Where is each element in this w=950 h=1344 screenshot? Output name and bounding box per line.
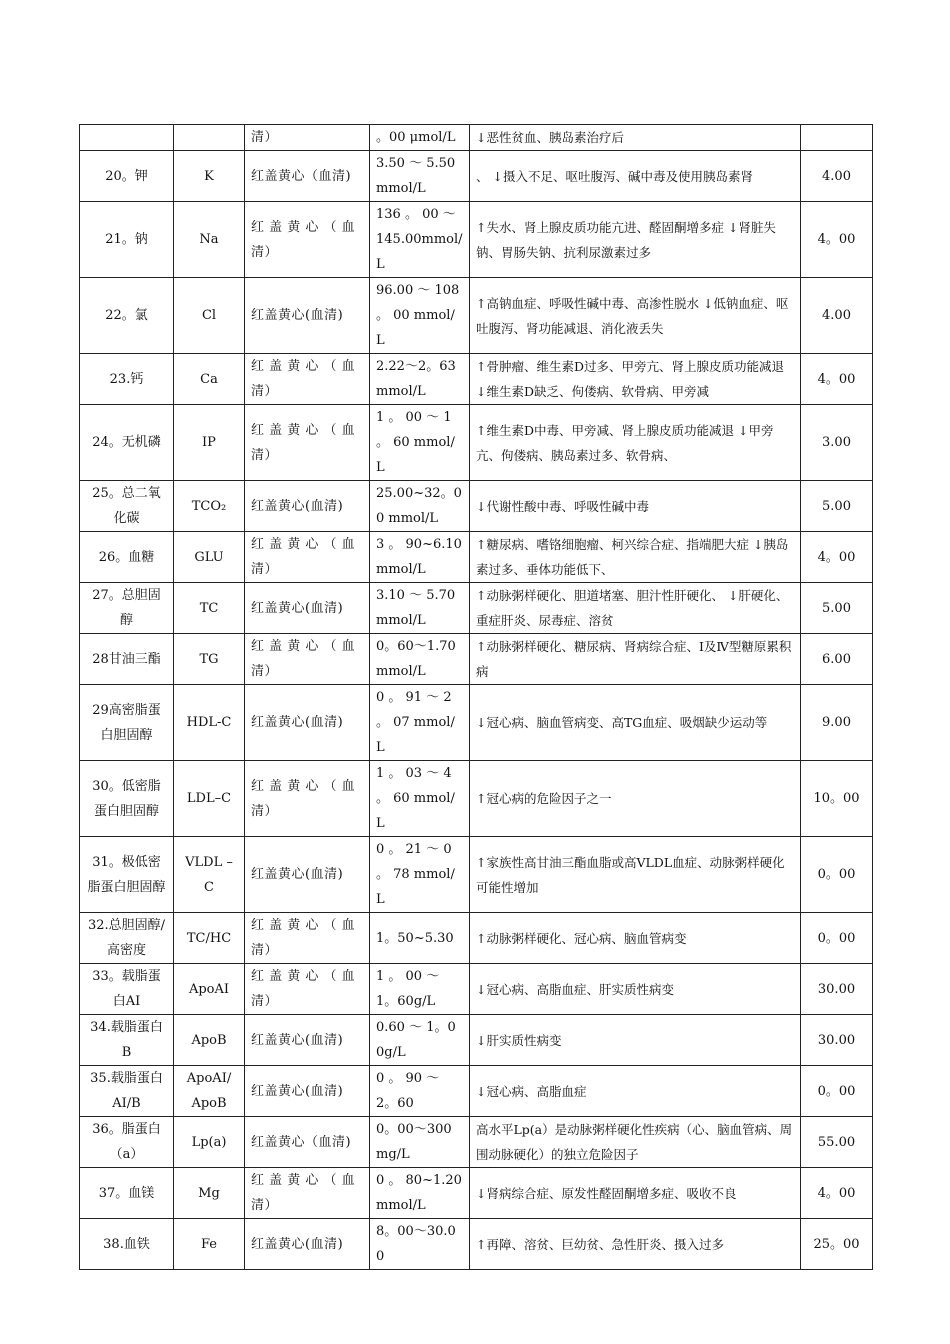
lab-test-table [79, 124, 873, 1270]
cell-reference-range: 0 。 80~1.20 mmol/L [370, 1168, 470, 1219]
table-row [80, 837, 873, 913]
cell-reference-range: 25.00~32。00 mmol/L [370, 481, 470, 532]
cell-abbreviation: ApoAI [174, 964, 245, 1015]
cell-price: 4。00 [801, 1168, 873, 1219]
cell-specimen: 红 盖 黄 心 （ 血 清） [245, 202, 370, 278]
cell-clinical-significance: ↓冠心病、高脂血症、肝实质性病变 [470, 964, 801, 1015]
cell-reference-range: 8。00～30.00 [370, 1219, 470, 1270]
cell-price: 25。00 [801, 1219, 873, 1270]
cell-reference-range: 0。60～1.70 mmol/L [370, 634, 470, 685]
cell-test-name: 29高密脂蛋白胆固醇 [80, 685, 174, 761]
cell-abbreviation: IP [174, 405, 245, 481]
cell-test-name: 20。钾 [80, 151, 174, 202]
cell-specimen: 红 盖 黄 心 （ 血 清） [245, 354, 370, 405]
cell-test-name: 38.血铁 [80, 1219, 174, 1270]
table-row [80, 481, 873, 532]
cell-specimen: 清） [245, 125, 370, 151]
cell-clinical-significance: ↑再障、溶贫、巨幼贫、急性肝炎、摄入过多 [470, 1219, 801, 1270]
cell-specimen: 红盖黄心(血清) [245, 685, 370, 761]
cell-clinical-significance: ↑冠心病的危险因子之一 [470, 761, 801, 837]
cell-abbreviation: ApoAI/ ApoB [174, 1066, 245, 1117]
cell-abbreviation [174, 125, 245, 151]
cell-price: 10。00 [801, 761, 873, 837]
cell-abbreviation: Na [174, 202, 245, 278]
cell-price: 55.00 [801, 1117, 873, 1168]
cell-test-name: 35.载脂蛋白AI/B [80, 1066, 174, 1117]
table-row [80, 125, 873, 151]
cell-reference-range: 3.50 ～ 5.50 mmol/L [370, 151, 470, 202]
table-row [80, 1117, 873, 1168]
cell-abbreviation: VLDL – C [174, 837, 245, 913]
cell-price: 5.00 [801, 481, 873, 532]
cell-test-name: 23.钙 [80, 354, 174, 405]
cell-specimen: 红盖黄心(血清) [245, 1066, 370, 1117]
cell-clinical-significance: ↑动脉粥样硬化、糖尿病、肾病综合症、Ⅰ及Ⅳ型糖原累积病 [470, 634, 801, 685]
table-row [80, 532, 873, 583]
cell-specimen: 红盖黄心（血清) [245, 151, 370, 202]
cell-specimen: 红盖黄心(血清) [245, 278, 370, 354]
cell-test-name: 31。极低密脂蛋白胆固醇 [80, 837, 174, 913]
cell-abbreviation: Ca [174, 354, 245, 405]
cell-price: 4。00 [801, 532, 873, 583]
cell-reference-range: 。00 μmol/L [370, 125, 470, 151]
cell-specimen: 红盖黄心(血清) [245, 583, 370, 634]
cell-test-name: 30。低密脂蛋白胆固醇 [80, 761, 174, 837]
cell-abbreviation: Lp(a) [174, 1117, 245, 1168]
table-row [80, 202, 873, 278]
cell-clinical-significance: ↓肾病综合症、原发性醛固酮增多症、吸收不良 [470, 1168, 801, 1219]
table-row [80, 1219, 873, 1270]
table-row [80, 964, 873, 1015]
cell-price: 0。00 [801, 837, 873, 913]
cell-clinical-significance: ↑高钠血症、呼吸性碱中毒、高渗性脱水 ↓低钠血症、呕吐腹泻、肾功能减退、消化液丢失 [470, 278, 801, 354]
cell-test-name: 34.载脂蛋白B [80, 1015, 174, 1066]
cell-specimen: 红 盖 黄 心 （ 血 清） [245, 761, 370, 837]
cell-test-name: 26。血糖 [80, 532, 174, 583]
cell-price: 4。00 [801, 202, 873, 278]
cell-abbreviation: TC/HC [174, 913, 245, 964]
cell-clinical-significance: ↑维生素D中毒、甲旁减、肾上腺皮质功能减退 ↓甲旁亢、佝偻病、胰岛素过多、软骨病、 [470, 405, 801, 481]
cell-test-name: 28甘油三酯 [80, 634, 174, 685]
cell-price: 4。00 [801, 354, 873, 405]
cell-reference-range: 0 。 21 ～ 0 。 78 mmol/L [370, 837, 470, 913]
cell-clinical-significance: ↑糖尿病、嗜铬细胞瘤、柯兴综合症、指端肥大症 ↓胰岛素过多、垂体功能低下、 [470, 532, 801, 583]
cell-clinical-significance: ↓冠心病、脑血管病变、高TG血症、吸烟缺少运动等 [470, 685, 801, 761]
cell-reference-range: 2.22～2。63 mmol/L [370, 354, 470, 405]
table-row [80, 1168, 873, 1219]
cell-specimen: 红盖黄心(血清) [245, 1219, 370, 1270]
cell-price: 5.00 [801, 583, 873, 634]
table-row [80, 405, 873, 481]
table-row [80, 1066, 873, 1117]
table-row [80, 583, 873, 634]
cell-clinical-significance: 高水平Lp(a）是动脉粥样硬化性疾病（心、脑血管病、周围动脉硬化）的独立危险因子 [470, 1117, 801, 1168]
cell-test-name: 22。氯 [80, 278, 174, 354]
cell-clinical-significance: ↓代谢性酸中毒、呼吸性碱中毒 [470, 481, 801, 532]
table-row [80, 685, 873, 761]
cell-test-name [80, 125, 174, 151]
cell-abbreviation: TG [174, 634, 245, 685]
cell-specimen: 红盖黄心(血清) [245, 837, 370, 913]
cell-abbreviation: TCO₂ [174, 481, 245, 532]
cell-price: 0。00 [801, 913, 873, 964]
cell-reference-range: 3.10 ～ 5.70 mmol/L [370, 583, 470, 634]
cell-reference-range: 0.60 ～ 1。00g/L [370, 1015, 470, 1066]
table-row [80, 634, 873, 685]
cell-specimen: 红盖黄心（血清) [245, 1117, 370, 1168]
cell-abbreviation: Cl [174, 278, 245, 354]
cell-price: 9.00 [801, 685, 873, 761]
cell-clinical-significance: ↓恶性贫血、胰岛素治疗后 [470, 125, 801, 151]
cell-price: 4.00 [801, 278, 873, 354]
cell-abbreviation: LDL–C [174, 761, 245, 837]
cell-price: 6.00 [801, 634, 873, 685]
cell-price: 3.00 [801, 405, 873, 481]
cell-specimen: 红 盖 黄 心 （ 血 清） [245, 634, 370, 685]
cell-reference-range: 96.00 ～ 108 。 00 mmol/L [370, 278, 470, 354]
cell-abbreviation: GLU [174, 532, 245, 583]
cell-clinical-significance: ↑动脉粥样硬化、胆道堵塞、胆汁性肝硬化、 ↓肝硬化、重症肝炎、尿毒症、溶贫 [470, 583, 801, 634]
table-row [80, 913, 873, 964]
cell-specimen: 红 盖 黄 心 （ 血 清） [245, 405, 370, 481]
cell-reference-range: 1 。 03 ～ 4 。 60 mmol/L [370, 761, 470, 837]
table-row [80, 354, 873, 405]
cell-price: 4.00 [801, 151, 873, 202]
table-row [80, 151, 873, 202]
table-row [80, 1015, 873, 1066]
cell-reference-range: 1 。 00 ～ 1。60g/L [370, 964, 470, 1015]
cell-test-name: 33。载脂蛋白AI [80, 964, 174, 1015]
cell-test-name: 37。血镁 [80, 1168, 174, 1219]
cell-abbreviation: K [174, 151, 245, 202]
cell-clinical-significance: ↑家族性高甘油三酯血脂或高VLDL血症、动脉粥样硬化可能性增加 [470, 837, 801, 913]
cell-specimen: 红 盖 黄 心 （ 血 清） [245, 532, 370, 583]
cell-reference-range: 1 。 00 ～ 1 。 60 mmol/L [370, 405, 470, 481]
cell-specimen: 红盖黄心(血清) [245, 481, 370, 532]
cell-specimen: 红 盖 黄 心 （ 血 清） [245, 913, 370, 964]
table-row [80, 278, 873, 354]
cell-abbreviation: Fe [174, 1219, 245, 1270]
cell-clinical-significance: ↓冠心病、高脂血症 [470, 1066, 801, 1117]
cell-specimen: 红盖黄心(血清) [245, 1015, 370, 1066]
cell-price: 30.00 [801, 1015, 873, 1066]
table-row [80, 761, 873, 837]
cell-test-name: 27。总胆固醇 [80, 583, 174, 634]
cell-reference-range: 1。50~5.30 [370, 913, 470, 964]
cell-clinical-significance: ↑骨肿瘤、维生素D过多、甲旁亢、肾上腺皮质功能减退↓维生素D缺乏、佝偻病、软骨病、甲旁减 [470, 354, 801, 405]
cell-reference-range: 136 。 00 ～ 145.00mmol/L [370, 202, 470, 278]
cell-abbreviation: Mg [174, 1168, 245, 1219]
cell-test-name: 25。总二氧化碳 [80, 481, 174, 532]
cell-clinical-significance: 、 ↓摄入不足、呕吐腹泻、碱中毒及使用胰岛素肾 [470, 151, 801, 202]
cell-reference-range: 3 。 90~6.10 mmol/L [370, 532, 470, 583]
cell-price: 30.00 [801, 964, 873, 1015]
cell-specimen: 红 盖 黄 心 （ 血 清） [245, 1168, 370, 1219]
cell-test-name: 21。钠 [80, 202, 174, 278]
cell-reference-range: 0 。 90 ～ 2。60 [370, 1066, 470, 1117]
cell-abbreviation: TC [174, 583, 245, 634]
table-body [80, 125, 873, 1270]
cell-reference-range: 0 。 91 ～ 2 。 07 mmol/L [370, 685, 470, 761]
cell-clinical-significance: ↑动脉粥样硬化、冠心病、脑血管病变 [470, 913, 801, 964]
cell-price: 0。00 [801, 1066, 873, 1117]
cell-clinical-significance: ↑失水、肾上腺皮质功能亢进、醛固酮增多症 ↓肾脏失钠、胃肠失钠、抗利尿激素过多 [470, 202, 801, 278]
cell-clinical-significance: ↓肝实质性病变 [470, 1015, 801, 1066]
cell-test-name: 32.总胆固醇/高密度 [80, 913, 174, 964]
cell-reference-range: 0。00～300 mg/L [370, 1117, 470, 1168]
cell-abbreviation: HDL-C [174, 685, 245, 761]
cell-test-name: 24。无机磷 [80, 405, 174, 481]
cell-test-name: 36。脂蛋白（a） [80, 1117, 174, 1168]
cell-specimen: 红 盖 黄 心 （ 血 清） [245, 964, 370, 1015]
cell-price [801, 125, 873, 151]
cell-abbreviation: ApoB [174, 1015, 245, 1066]
